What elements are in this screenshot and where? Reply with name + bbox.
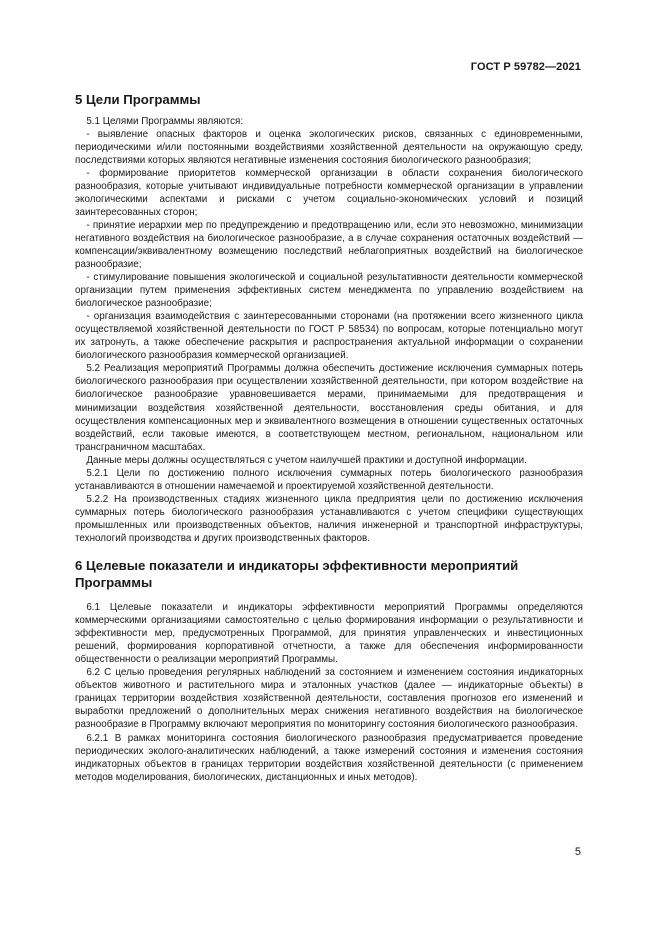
- page-content: [75, 92, 583, 784]
- paragraph: - формирование приоритетов коммерческой организации в области сохранения биологического разнообразия, которые учитывают индивидуальные потребности коммерческой организации в управлении экологическими аспектами и рисками с учетом социально-экономических условий и позиций заинтересованных сторон;: [75, 167, 583, 218]
- paragraph: 5.2 Реализация мероприятий Программы должна обеспечить достижение исключения суммарных потерь биологического разнообразия при осуществлении хозяйственной деятельности, при котором воздействие на биологическое разнообразие уравновешивается мерами, принимаемыми для предотвращения и минимизации воздействия хозяйственной деятельности, восстановления среды обитания, и для осуществления компенсационных мер и эквивалентного возмещения в отношении существенных остаточных воздействий, если таковые имеются, в соответствующем местном, региональном, национальном или трансграничном масштабах.: [75, 363, 583, 453]
- paragraph: - организация взаимодействия с заинтересованными сторонами (на протяжении всего жизненного цикла осуществляемой хозяйственной деятельности по ГОСТ Р 58534) по вопросам, которые потенциально могут их затронуть, а также обеспечение раскрытия и распространения актуальной информации о сохранении биологического разнообразия коммерческой организацией.: [75, 311, 583, 362]
- paragraph: 5.2.1 Цели по достижению полного исключения суммарных потерь биологического разнообразия устанавливаются в отношении намечаемой и проектируемой хозяйственной деятельности.: [75, 467, 583, 492]
- section-6-title: [75, 558, 583, 591]
- section-6-title-line2: Программы: [75, 574, 153, 590]
- section-5-title: 5 Цели Программы: [75, 92, 201, 107]
- paragraph: 5.2.2 На производственных стадиях жизненного цикла предприятия цели по достижению исключения суммарных потерь биологического разнообразия устанавливаются с учетом специфики существующих промышленных или производственных объектов, наличия инженерной и транспортной инфраструктуры, технологий производства и других производственных факторов.: [75, 493, 583, 544]
- paragraph: 6.1 Целевые показатели и индикаторы эффективности мероприятий Программы определяются коммерческими организациями самостоятельно с целью формирования информации о результативности и эффективности мер, предусмотренных Программой, для принятия управленческих и инвестиционных решений, формирования корпоративной отчетности, а также для обеспечения информированности общественности о реализации мероприятий Программы.: [75, 602, 583, 666]
- section-6-body: [75, 601, 583, 784]
- section-6-title-line1: 6 Целевые показатели и индикаторы эффективности мероприятий: [75, 558, 519, 574]
- page-number: 5: [574, 846, 581, 858]
- paragraph: - принятие иерархии мер по предупреждению и предотвращению или, если это невозможно, минимизации негативного воздействия на биологическое разнообразие, а в случае сохранения остаточных воздействий — компенсации/эквивалентному возмещению последствий неблагоприятных воздействий на биологическое разнообразие;: [75, 219, 583, 271]
- paragraph: 6.2 С целью проведения регулярных наблюдений за состоянием и изменением состояния индикаторных объектов животного и растительного мира и эталонных участков (далее — индикаторные объекты) в границах территории воздействия хозяйственной деятельности, составления прогнозов его изменений и выработки предложений о дополнительных мерах снижения негативного воздействия на биологическое разнообразие в Программу включают мероприятия по мониторингу состояния биологического разнообразия.: [75, 667, 583, 731]
- paragraph: - стимулирование повышения экологической и социальной результативности деятельности коммерческой организации путем применения эффективных систем менеджмента по управлению воздействием на биологическое разнообразие;: [75, 272, 583, 310]
- paragraph: 6.2.1 В рамках мониторинга состояния биологического разнообразия предусматривается проведение периодических эколого-аналитических наблюдений, а также измерений состояния и изменения состояния индикаторных объектов в границах территории воздействия хозяйственной деятельности (с применением методов моделирования, биологических, дистанционных и иных методов).: [75, 732, 583, 783]
- document-code: ГОСТ Р 59782—2021: [470, 61, 581, 73]
- paragraph: Данные меры должны осуществляться с учетом наилучшей практики и доступной информации.: [86, 454, 527, 466]
- paragraph: 5.1 Целями Программы являются:: [86, 115, 244, 127]
- section-5-body: [75, 115, 583, 546]
- paragraph: - выявление опасных факторов и оценка экологических рисков, связанных с единовременными, периодическими и/или постоянными воздействиями хозяйственной деятельности на окружающую среду, последствиями которых являются негативные изменения состояния биологического разнообразия;: [75, 128, 583, 166]
